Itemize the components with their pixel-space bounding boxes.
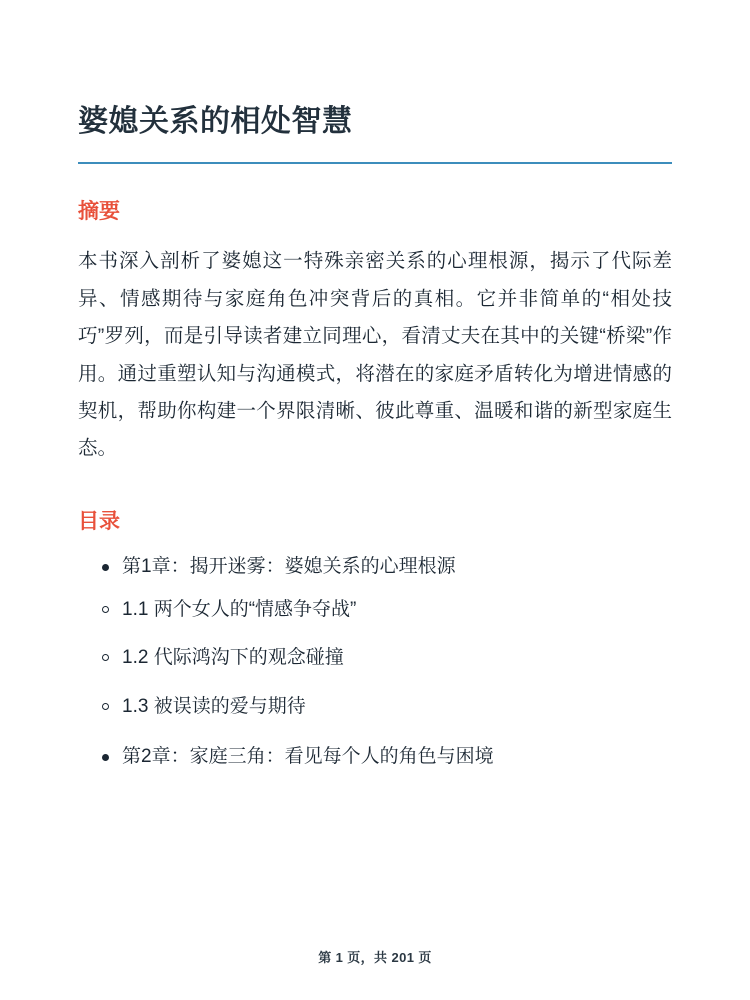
toc-heading: 目录 — [78, 509, 120, 533]
bullet-icon — [102, 754, 109, 761]
toc-subentry-1-1[interactable] — [78, 596, 672, 625]
page-footer: 第 1 页，共 201 页 — [318, 950, 432, 965]
title-divider — [78, 162, 672, 164]
toc-subentry-label: 1.3 被误读的爱与期待 — [122, 695, 306, 717]
abstract-body: 本书深入剖析了婆媳这一特殊亲密关系的心理根源，揭示了代际差异、情感期待与家庭角色冲突背后的真相。它并非简单的“相处技巧”罗列，而是引导读者建立同理心，看清丈夫在其中的关键“桥梁”作用。通过重塑认知与沟通模式，将潜在的家庭矛盾转化为增进情感的契机，帮助你构建一个界限清晰、彼此尊重、温暖和谐的新型家庭生态。 — [78, 250, 672, 460]
abstract-heading: 摘要 — [78, 200, 120, 223]
hollow-bullet-icon — [102, 703, 109, 710]
toc-subentries-chapter-1 — [78, 596, 672, 722]
bullet-icon — [102, 564, 109, 571]
toc-subentry-1-2[interactable] — [78, 644, 672, 673]
toc-entry-label: 第1章：揭开迷雾：婆媳关系的心理根源 — [122, 556, 456, 578]
toc-subentry-label: 1.1 两个女人的“情感争夺战” — [122, 598, 357, 620]
toc-subentry-1-3[interactable] — [78, 693, 672, 722]
hollow-bullet-icon — [102, 654, 109, 661]
toc-subentry-label: 1.2 代际鸿沟下的观念碰撞 — [122, 647, 344, 669]
toc-entry-chapter-1[interactable] — [78, 553, 672, 582]
toc-group — [78, 743, 672, 772]
toc-entry-label: 第2章：家庭三角：看见每个人的角色与困境 — [122, 746, 494, 768]
toc-entry-chapter-2[interactable] — [78, 743, 672, 772]
page-title: 婆媳关系的相处智慧 — [78, 105, 353, 138]
toc-group — [78, 553, 672, 721]
table-of-contents — [78, 553, 672, 772]
hollow-bullet-icon — [102, 606, 109, 613]
